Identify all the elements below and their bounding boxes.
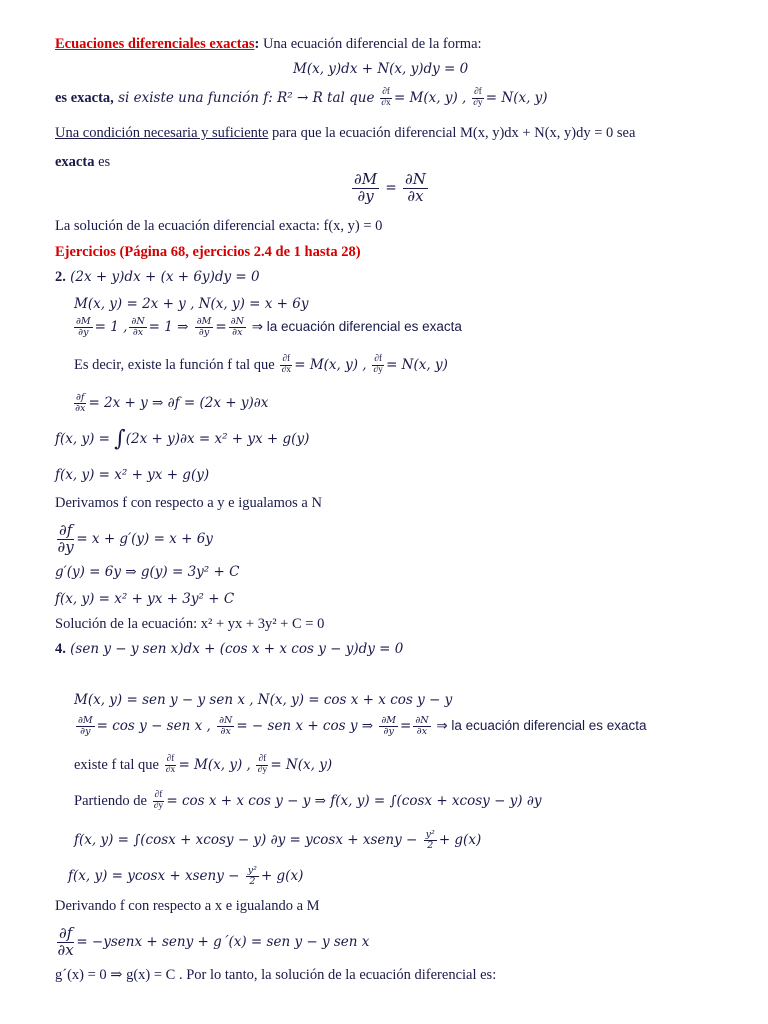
- ex2-mn: M(x, y) = 2x + y , N(x, y) = x + 6y: [74, 296, 309, 312]
- exacta-eq2: = N(x, y): [485, 89, 548, 106]
- ex2-partials: $\frac{\partial M}{\partial y}$ = 1 , $\frac{\partial N}{\partial x}$ = 1 ⇒ $\frac{\partial M}{\partial y}$ = $\frac{\partial N}{\partial x}$ ⇒ la ecuación diferencial es exacta: [76, 316, 462, 338]
- exacta-es-rest: es: [94, 154, 111, 170]
- ex2-existe: Es decir, existe la función f tal que $\frac{\partial f}{\partial x}$ = M(x, y) , $\frac{\partial f}{\partial y}$ = N(x, y): [74, 354, 448, 375]
- ex4-statement: [55, 640, 403, 658]
- eq-form: M(x, y)dx + N(x, y)dy = 0: [293, 61, 469, 77]
- frac-df-dx: $\frac{\partial f}{\partial x}$: [381, 87, 391, 108]
- frac-df-dy: $\frac{\partial f}{\partial y}$: [473, 87, 483, 108]
- ex2-f2: f(x, y) = x² + yx + 3y² + C: [55, 591, 235, 607]
- ex4-final: g´(x) = 0 ⇒ g(x) = C . Por lo tanto, la solución de la ecuación diferencial es:: [55, 967, 497, 983]
- ex4-dfdx: $\frac{\partial f}{\partial x}$ = −ysenx + seny + g´(x) = sen y − y sen x: [57, 924, 370, 959]
- ex4-mn: M(x, y) = sen y − y sen x , N(x, y) = cos x + x cos y − y: [74, 692, 453, 708]
- title-rest: Una ecuación diferencial de la forma:: [259, 36, 482, 52]
- condicion-rest: para que la ecuación diferencial M(x, y)dx + N(x, y)dy = 0 sea: [268, 125, 636, 141]
- condicion-line: [55, 124, 635, 142]
- exacta-definition: [55, 88, 548, 109]
- exactness-condition: $\frac{\partial M}{\partial y}$ = $\frac{\partial N}{\partial x}$: [354, 170, 426, 205]
- exacta-rest: si existe una función f: R² → R tal que: [113, 89, 375, 106]
- integral-sign: ∫: [114, 426, 126, 452]
- ejercicios-header: Ejercicios (Página 68, ejercicios 2.4 de 1 hasta 28): [55, 244, 361, 260]
- section-title: Ecuaciones diferenciales exactas: [55, 36, 255, 52]
- ex4-partials: $\frac{\partial M}{\partial y}$ = cos y − sen x , $\frac{\partial N}{\partial x}$ = − sen x + cos y ⇒ $\frac{\partial M}{\partial y}$ = $\frac{\partial N}{\partial x}$ ⇒ la ecuación diferencial es exacta: [78, 715, 647, 737]
- ex2-integral: f(x, y) = ∫(2x + y)∂x = x² + yx + g(y): [55, 426, 310, 452]
- ex4-partiendo: Partiendo de $\frac{\partial f}{\partial y}$ = cos x + x cos y − y ⇒ f(x, y) = ∫(cosx + xcosy − y) ∂y: [74, 790, 542, 811]
- condicion-underlined: Una condición necesaria y suficiente: [55, 125, 269, 141]
- ex2-f1: f(x, y) = x² + yx + g(y): [55, 467, 210, 483]
- ex4-existe: existe f tal que $\frac{\partial f}{\partial x}$ = M(x, y) , $\frac{\partial f}{\partial y}$ = N(x, y): [74, 754, 333, 775]
- exacta-eq1: = M(x, y) ,: [393, 89, 467, 106]
- ex4-f3: f(x, y) = ycosx + xseny − $\frac{\text{y²}}{2}$ + g(x): [68, 865, 304, 887]
- exacta-bold: es exacta,: [55, 89, 114, 106]
- ex4-equation: (sen y − y sen x)dx + (cos x + x cos y − y)dy = 0: [65, 641, 404, 657]
- ex2-derivamos: Derivamos f con respecto a y e igualamos a N: [55, 495, 322, 511]
- ex2-dfdx: $\frac{\partial f}{\partial x}$ = 2x + y ⇒ ∂f = (2x + y)∂x: [75, 392, 269, 414]
- intro-title-line: [55, 35, 482, 53]
- ex2-statement: [55, 268, 260, 286]
- solucion-line: La solución de la ecuación diferencial exacta: f(x, y) = 0: [55, 218, 383, 234]
- ex2-gprime: g′(y) = 6y ⇒ g(y) = 3y² + C: [55, 564, 240, 580]
- ex4-derivando: Derivando f con respecto a x e igualando a M: [55, 898, 320, 914]
- ex2-solution: Solución de la ecuación: x² + yx + 3y² + C = 0: [55, 616, 325, 632]
- ex2-dfdy: $\frac{\partial f}{\partial y}$ = x + g′(y) = x + 6y: [57, 521, 213, 556]
- ex2-number: 2.: [55, 269, 66, 285]
- ex4-number: 4.: [55, 641, 66, 657]
- exacta-es-bold: exacta: [55, 154, 95, 170]
- title-colon: :: [254, 36, 260, 52]
- ex4-fint: f(x, y) = ∫(cosx + xcosy − y) ∂y = ycosx + xseny − $\frac{\text{y²}}{2}$ + g(x): [74, 829, 482, 851]
- exacta-es-line: [55, 153, 110, 171]
- ex2-equation: (2x + y)dx + (x + 6y)dy = 0: [65, 269, 260, 285]
